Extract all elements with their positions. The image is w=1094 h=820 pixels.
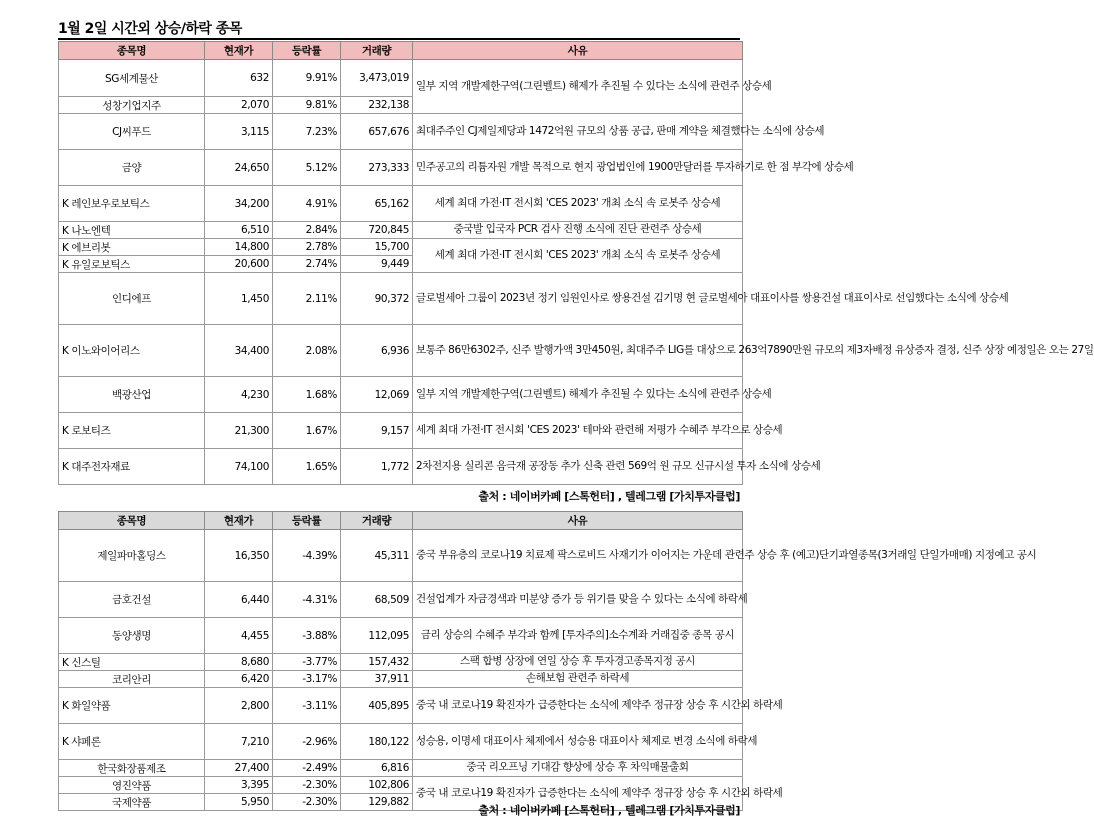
stock-name: K 로보티즈 bbox=[59, 413, 205, 449]
trade-volume: 6,816 bbox=[341, 760, 413, 777]
change-rate: -2.49% bbox=[273, 760, 341, 777]
trade-volume: 102,806 bbox=[341, 777, 413, 794]
current-price: 16,350 bbox=[205, 530, 273, 582]
table-row bbox=[59, 530, 743, 582]
header-price: 현재가 bbox=[205, 512, 273, 530]
stock-name: 국제약품 bbox=[59, 794, 205, 811]
reason-text: 중국발 입국자 PCR 검사 진행 소식에 진단 관련주 상승세 bbox=[413, 222, 743, 239]
reason-text: 금리 상승의 수혜주 부각과 함께 [투자주의]소수계좌 거래집중 종목 공시 bbox=[413, 618, 743, 654]
change-rate: 2.84% bbox=[273, 222, 341, 239]
table-row bbox=[59, 222, 743, 239]
current-price: 21,300 bbox=[205, 413, 273, 449]
stock-name: 인디에프 bbox=[59, 273, 205, 325]
stock-name: CJ씨푸드 bbox=[59, 114, 205, 150]
stock-name: K 나노엔텍 bbox=[59, 222, 205, 239]
current-price: 4,230 bbox=[205, 377, 273, 413]
stock-name: K 레인보우로보틱스 bbox=[59, 186, 205, 222]
current-price: 5,950 bbox=[205, 794, 273, 811]
header-price: 현재가 bbox=[205, 42, 273, 60]
trade-volume: 65,162 bbox=[341, 186, 413, 222]
stock-name: 금호건설 bbox=[59, 582, 205, 618]
stock-name: 제일파마홀딩스 bbox=[59, 530, 205, 582]
stock-name: K 이노와이어리스 bbox=[59, 325, 205, 377]
table-row bbox=[59, 239, 743, 256]
trade-volume: 6,936 bbox=[341, 325, 413, 377]
trade-volume: 405,895 bbox=[341, 688, 413, 724]
stock-name: 동양생명 bbox=[59, 618, 205, 654]
table-row bbox=[59, 760, 743, 777]
trade-volume: 112,095 bbox=[341, 618, 413, 654]
table-row bbox=[59, 654, 743, 671]
table-row bbox=[59, 777, 743, 794]
reason-text: 세계 최대 가전·IT 전시회 'CES 2023' 개최 소식 속 로봇주 상승세 bbox=[413, 186, 743, 222]
reason-text: 세계 최대 가전·IT 전시회 'CES 2023' 테마와 관련해 저평가 수혜주 부각으로 상승세 bbox=[413, 413, 743, 449]
change-rate: -2.96% bbox=[273, 724, 341, 760]
current-price: 20,600 bbox=[205, 256, 273, 273]
trade-volume: 3,473,019 bbox=[341, 60, 413, 97]
table-row bbox=[59, 449, 743, 485]
current-price: 14,800 bbox=[205, 239, 273, 256]
trade-volume: 37,911 bbox=[341, 671, 413, 688]
trade-volume: 157,432 bbox=[341, 654, 413, 671]
reason-text: 건설업계가 자금경색과 미분양 증가 등 위기를 맞을 수 있다는 소식에 하락세 bbox=[413, 582, 743, 618]
change-rate: -2.30% bbox=[273, 794, 341, 811]
stock-name: 코리안리 bbox=[59, 671, 205, 688]
trade-volume: 1,772 bbox=[341, 449, 413, 485]
change-rate: 1.67% bbox=[273, 413, 341, 449]
change-rate: 5.12% bbox=[273, 150, 341, 186]
trade-volume: 9,449 bbox=[341, 256, 413, 273]
trade-volume: 273,333 bbox=[341, 150, 413, 186]
stock-name: 한국화장품제조 bbox=[59, 760, 205, 777]
change-rate: 2.11% bbox=[273, 273, 341, 325]
change-rate: -3.88% bbox=[273, 618, 341, 654]
stock-name: K 에브리봇 bbox=[59, 239, 205, 256]
trade-volume: 15,700 bbox=[341, 239, 413, 256]
page-title: 1월 2일 시간외 상승/하락 종목 bbox=[58, 21, 242, 37]
table-header-row bbox=[59, 42, 743, 60]
change-rate: 2.74% bbox=[273, 256, 341, 273]
reason-text: 세계 최대 가전·IT 전시회 'CES 2023' 개최 소식 속 로봇주 상승세 bbox=[413, 239, 743, 273]
stock-name: K 화일약품 bbox=[59, 688, 205, 724]
change-rate: -3.17% bbox=[273, 671, 341, 688]
trade-volume: 9,157 bbox=[341, 413, 413, 449]
header-volume: 거래량 bbox=[341, 512, 413, 530]
current-price: 27,400 bbox=[205, 760, 273, 777]
title-underline bbox=[58, 38, 740, 40]
trade-volume: 90,372 bbox=[341, 273, 413, 325]
trade-volume: 45,311 bbox=[341, 530, 413, 582]
reason-text: 일부 지역 개발제한구역(그린벨트) 해제가 추진될 수 있다는 소식에 관련주 상승세 bbox=[413, 60, 743, 114]
current-price: 8,680 bbox=[205, 654, 273, 671]
table-row bbox=[59, 671, 743, 688]
reason-text: 보통주 86만6302주, 신주 발행가액 3만450원, 최대주주 LIG를 대상으로 263억7890만원 규모의 제3자배정 유상증자 결정, 신주 상장 예정일은 오는 27일 bbox=[413, 325, 743, 377]
source-note-bottom: 출처 : 네이버카페 [스톡헌터] , 텔레그램 [가치투자클럽] bbox=[478, 804, 740, 817]
header-reason: 사유 bbox=[413, 42, 743, 60]
change-rate: -3.77% bbox=[273, 654, 341, 671]
table-row bbox=[59, 724, 743, 760]
stock-name: 영진약품 bbox=[59, 777, 205, 794]
falling-stocks-table bbox=[58, 511, 1037, 811]
table-row bbox=[59, 582, 743, 618]
stock-name: 백광산업 bbox=[59, 377, 205, 413]
change-rate: -4.31% bbox=[273, 582, 341, 618]
stock-name: 금양 bbox=[59, 150, 205, 186]
current-price: 3,115 bbox=[205, 114, 273, 150]
current-price: 632 bbox=[205, 60, 273, 97]
change-rate: 1.65% bbox=[273, 449, 341, 485]
stock-name: K 대주전자재료 bbox=[59, 449, 205, 485]
header-rate: 등락률 bbox=[273, 42, 341, 60]
header-name: 종목명 bbox=[59, 42, 205, 60]
table-row bbox=[59, 60, 743, 97]
trade-volume: 68,509 bbox=[341, 582, 413, 618]
source-note-top: 출처 : 네이버카페 [스톡헌터] , 텔레그램 [가치투자클럽] bbox=[478, 490, 740, 503]
change-rate: 2.78% bbox=[273, 239, 341, 256]
reason-text: 중국 부유층의 코로나19 치료제 팍스로비드 사재기가 이어지는 가운데 관련주 상승 후 (예고)단기과열종목(3거래일 단일가매매) 지정예고 공시 bbox=[413, 530, 743, 582]
rising-stocks-table bbox=[58, 41, 1094, 485]
header-volume: 거래량 bbox=[341, 42, 413, 60]
change-rate: 7.23% bbox=[273, 114, 341, 150]
current-price: 24,650 bbox=[205, 150, 273, 186]
current-price: 34,200 bbox=[205, 186, 273, 222]
stock-name: K 샤페론 bbox=[59, 724, 205, 760]
change-rate: 1.68% bbox=[273, 377, 341, 413]
stock-name: SG세계물산 bbox=[59, 60, 205, 97]
current-price: 7,210 bbox=[205, 724, 273, 760]
stock-name: 성창기업지주 bbox=[59, 97, 205, 114]
trade-volume: 180,122 bbox=[341, 724, 413, 760]
current-price: 2,800 bbox=[205, 688, 273, 724]
table-row bbox=[59, 150, 743, 186]
current-price: 2,070 bbox=[205, 97, 273, 114]
stock-name: K 유일로보틱스 bbox=[59, 256, 205, 273]
trade-volume: 657,676 bbox=[341, 114, 413, 150]
current-price: 6,420 bbox=[205, 671, 273, 688]
reason-text: 일부 지역 개발제한구역(그린벨트) 해제가 추진될 수 있다는 소식에 관련주 상승세 bbox=[413, 377, 743, 413]
change-rate: -4.39% bbox=[273, 530, 341, 582]
table-row bbox=[59, 273, 743, 325]
trade-volume: 129,882 bbox=[341, 794, 413, 811]
change-rate: 4.91% bbox=[273, 186, 341, 222]
trade-volume: 720,845 bbox=[341, 222, 413, 239]
header-name: 종목명 bbox=[59, 512, 205, 530]
change-rate: 9.91% bbox=[273, 60, 341, 97]
change-rate: 2.08% bbox=[273, 325, 341, 377]
change-rate: -3.11% bbox=[273, 688, 341, 724]
reason-text: 중국 내 코로나19 확진자가 급증한다는 소식에 제약주 정규장 상승 후 시간외 하락세 bbox=[413, 688, 743, 724]
current-price: 3,395 bbox=[205, 777, 273, 794]
change-rate: 9.81% bbox=[273, 97, 341, 114]
trade-volume: 12,069 bbox=[341, 377, 413, 413]
table-row bbox=[59, 618, 743, 654]
reason-text: 스팩 합병 상장에 연일 상승 후 투자경고종목지정 공시 bbox=[413, 654, 743, 671]
trade-volume: 232,138 bbox=[341, 97, 413, 114]
table-row bbox=[59, 325, 743, 377]
header-reason: 사유 bbox=[413, 512, 743, 530]
change-rate: -2.30% bbox=[273, 777, 341, 794]
table-row bbox=[59, 186, 743, 222]
current-price: 6,510 bbox=[205, 222, 273, 239]
header-rate: 등락률 bbox=[273, 512, 341, 530]
current-price: 74,100 bbox=[205, 449, 273, 485]
stock-name: K 신스틸 bbox=[59, 654, 205, 671]
table-header-row bbox=[59, 512, 743, 530]
table-row bbox=[59, 413, 743, 449]
table-row bbox=[59, 377, 743, 413]
reason-text: 중국 리오프닝 기대감 향상에 상승 후 차익매물출회 bbox=[413, 760, 743, 777]
table-row bbox=[59, 688, 743, 724]
reason-text: 중국 내 코로나19 확진자가 급증한다는 소식에 제약주 정규장 상승 후 시간외 하락세 bbox=[413, 777, 743, 811]
reason-text: 2차전지용 실리콘 음극재 공장동 추가 신축 관련 569억 원 규모 신규시설 투자 소식에 상승세 bbox=[413, 449, 743, 485]
current-price: 1,450 bbox=[205, 273, 273, 325]
table-row bbox=[59, 114, 743, 150]
current-price: 34,400 bbox=[205, 325, 273, 377]
current-price: 4,455 bbox=[205, 618, 273, 654]
reason-text: 글로벌세아 그룹이 2023년 정기 임원인사로 쌍용건설 김기명 현 글로벌세아 대표이사를 쌍용건설 대표이사로 선임했다는 소식에 상승세 bbox=[413, 273, 743, 325]
reason-text: 손해보험 관련주 하락세 bbox=[413, 671, 743, 688]
reason-text: 민주공고의 리튬자원 개발 목적으로 현지 광업법인에 1900만달러를 투자하기로 한 점 부각에 상승세 bbox=[413, 150, 743, 186]
reason-text: 최대주주인 CJ제일제당과 1472억원 규모의 상품 공급, 판매 계약을 체결했다는 소식에 상승세 bbox=[413, 114, 743, 150]
reason-text: 성승용, 이명세 대표이사 체제에서 성승용 대표이사 체제로 변경 소식에 하락세 bbox=[413, 724, 743, 760]
current-price: 6,440 bbox=[205, 582, 273, 618]
